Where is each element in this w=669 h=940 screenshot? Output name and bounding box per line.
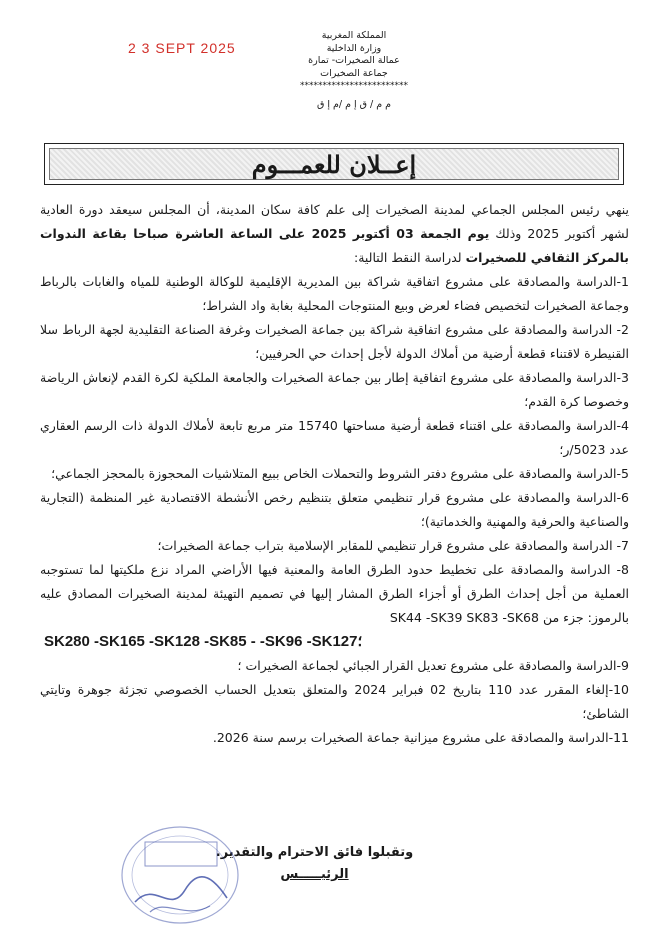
agenda-item: 4-الدراسة والمصادقة على اقتناء قطعة أرضية مساحتها 15740 متر مربع تابعة لأملاك الدولة ذات الرسم العقاري عدد 5023/ر؛ bbox=[40, 418, 629, 457]
letterhead bbox=[279, 30, 429, 111]
agenda-item: 10-إلغاء المقرر عدد 110 بتاريخ 02 فبراير 2024 والمتعلق بتعديل الحساب الخصوصي تجزئة جوهرة وتايتي الشاطئ؛ bbox=[40, 682, 629, 721]
letterhead-separator: ************************ bbox=[300, 81, 408, 91]
intro-text: ينهي رئيس المجلس الجماعي لمدينة الصخيرات إلى علم كافة سكان المدينة، أن المجلس سيعقد دورة العادية لشهر أكتوبر 2025 وذلك bbox=[40, 202, 629, 241]
announcement-title: إعــلان للعمـــوم bbox=[251, 149, 417, 179]
agenda-item: 11-الدراسة والمصادقة على مشروع ميزانية جماعة الصخيرات برسم سنة 2026. bbox=[212, 730, 629, 745]
agenda-item: 6-الدراسة والمصادقة على مشروع قرار تنظيمي متعلق بتنظيم رخص الأنشطة الاقتصادية غير المنظمة (التجارية والصناعية والحرفية والمهنية والخدماتية)؛ bbox=[40, 490, 629, 529]
official-stamp-icon bbox=[115, 820, 245, 930]
letterhead-line: وزارة الداخلية bbox=[326, 42, 382, 54]
letterhead-line: جماعة الصخيرات bbox=[320, 67, 388, 79]
title-box bbox=[44, 143, 624, 185]
reference-number: م م / ق إ م /م إ ق bbox=[316, 98, 392, 110]
intro-tail: لدراسة النقط التالية: bbox=[353, 250, 466, 265]
agenda-item: 9-الدراسة والمصادقة على مشروع تعديل القرار الجبائي لجماعة الصخيرات ؛ bbox=[237, 658, 629, 673]
date-stamp: 2 3 SEPT 2025 bbox=[128, 40, 236, 56]
agenda-item: 5-الدراسة والمصادقة على مشروع دفتر الشروط والتحملات الخاص ببيع المتلاشيات المحجوزة بالمحجز الجماعي؛ bbox=[51, 466, 629, 481]
agenda-item: 3-الدراسة والمصادقة على مشروع اتفاقية إطار بين جماعة الصخيرات والجامعة الملكية لكرة القدم لإنعاش الرياضة وخصوصا كرة القدم؛ bbox=[40, 370, 629, 409]
intro-paragraph bbox=[40, 198, 629, 270]
agenda-item: 1-الدراسة والمصادقة على مشروع اتفاقية شراكة بين المديرية الإقليمية للوكالة الوطنية للمياه والغابات بالرباط وجماعة الصخيرات لتخصيص فضاء لعرض وبيع المنتوجات المحلية بغابة واد الشراط؛ bbox=[40, 274, 629, 313]
closing-block bbox=[0, 842, 629, 886]
signatory-title: الرئيـــــس bbox=[280, 867, 349, 882]
letterhead-line: عمالة الصخيرات- تمارة bbox=[308, 55, 400, 66]
agenda-item: 2- الدراسة والمصادقة على مشروع اتفاقية شراكة بين جماعة الصخيرات وغرفة الصناعة التقليدية لجهة الرباط سلا القنيطرة لاقتناء قطعة أرضية من أملاك الدولة لأجل إحداث حي الحرفيين؛ bbox=[40, 322, 629, 361]
meeting-date-location: يوم الجمعة 03 أكتوبر 2025 على الساعة العاشرة صباحا بقاعة الندوات بالمركز الثقافي للصخيرات bbox=[40, 226, 629, 265]
road-codes: SK280 -SK165 -SK128 -SK85 - -SK96 -SK127؛ bbox=[44, 633, 363, 650]
letterhead-line: المملكة المغربية bbox=[321, 30, 387, 41]
closing-regards: وتقبلوا فائق الاحترام والتقدير. bbox=[215, 845, 414, 860]
announcement-body bbox=[40, 198, 629, 750]
agenda-item: 8- الدراسة والمصادقة على تخطيط حدود الطرق العامة والمعنية فيها الأراضي المراد نزع ملكيتها لما تستوجبه العملية من أجل إحداث الطرق أو أجزاء الطرق المشار إليها في تصميم التهيئة لمدينة الصخيرات المصادق عليه بالرموز: جزء من SK44 -SK39 SK83 -SK68 bbox=[40, 562, 629, 625]
agenda-item: 7- الدراسة والمصادقة على مشروع قرار تنظيمي للمقابر الإسلامية بتراب جماعة الصخيرات؛ bbox=[157, 538, 629, 553]
